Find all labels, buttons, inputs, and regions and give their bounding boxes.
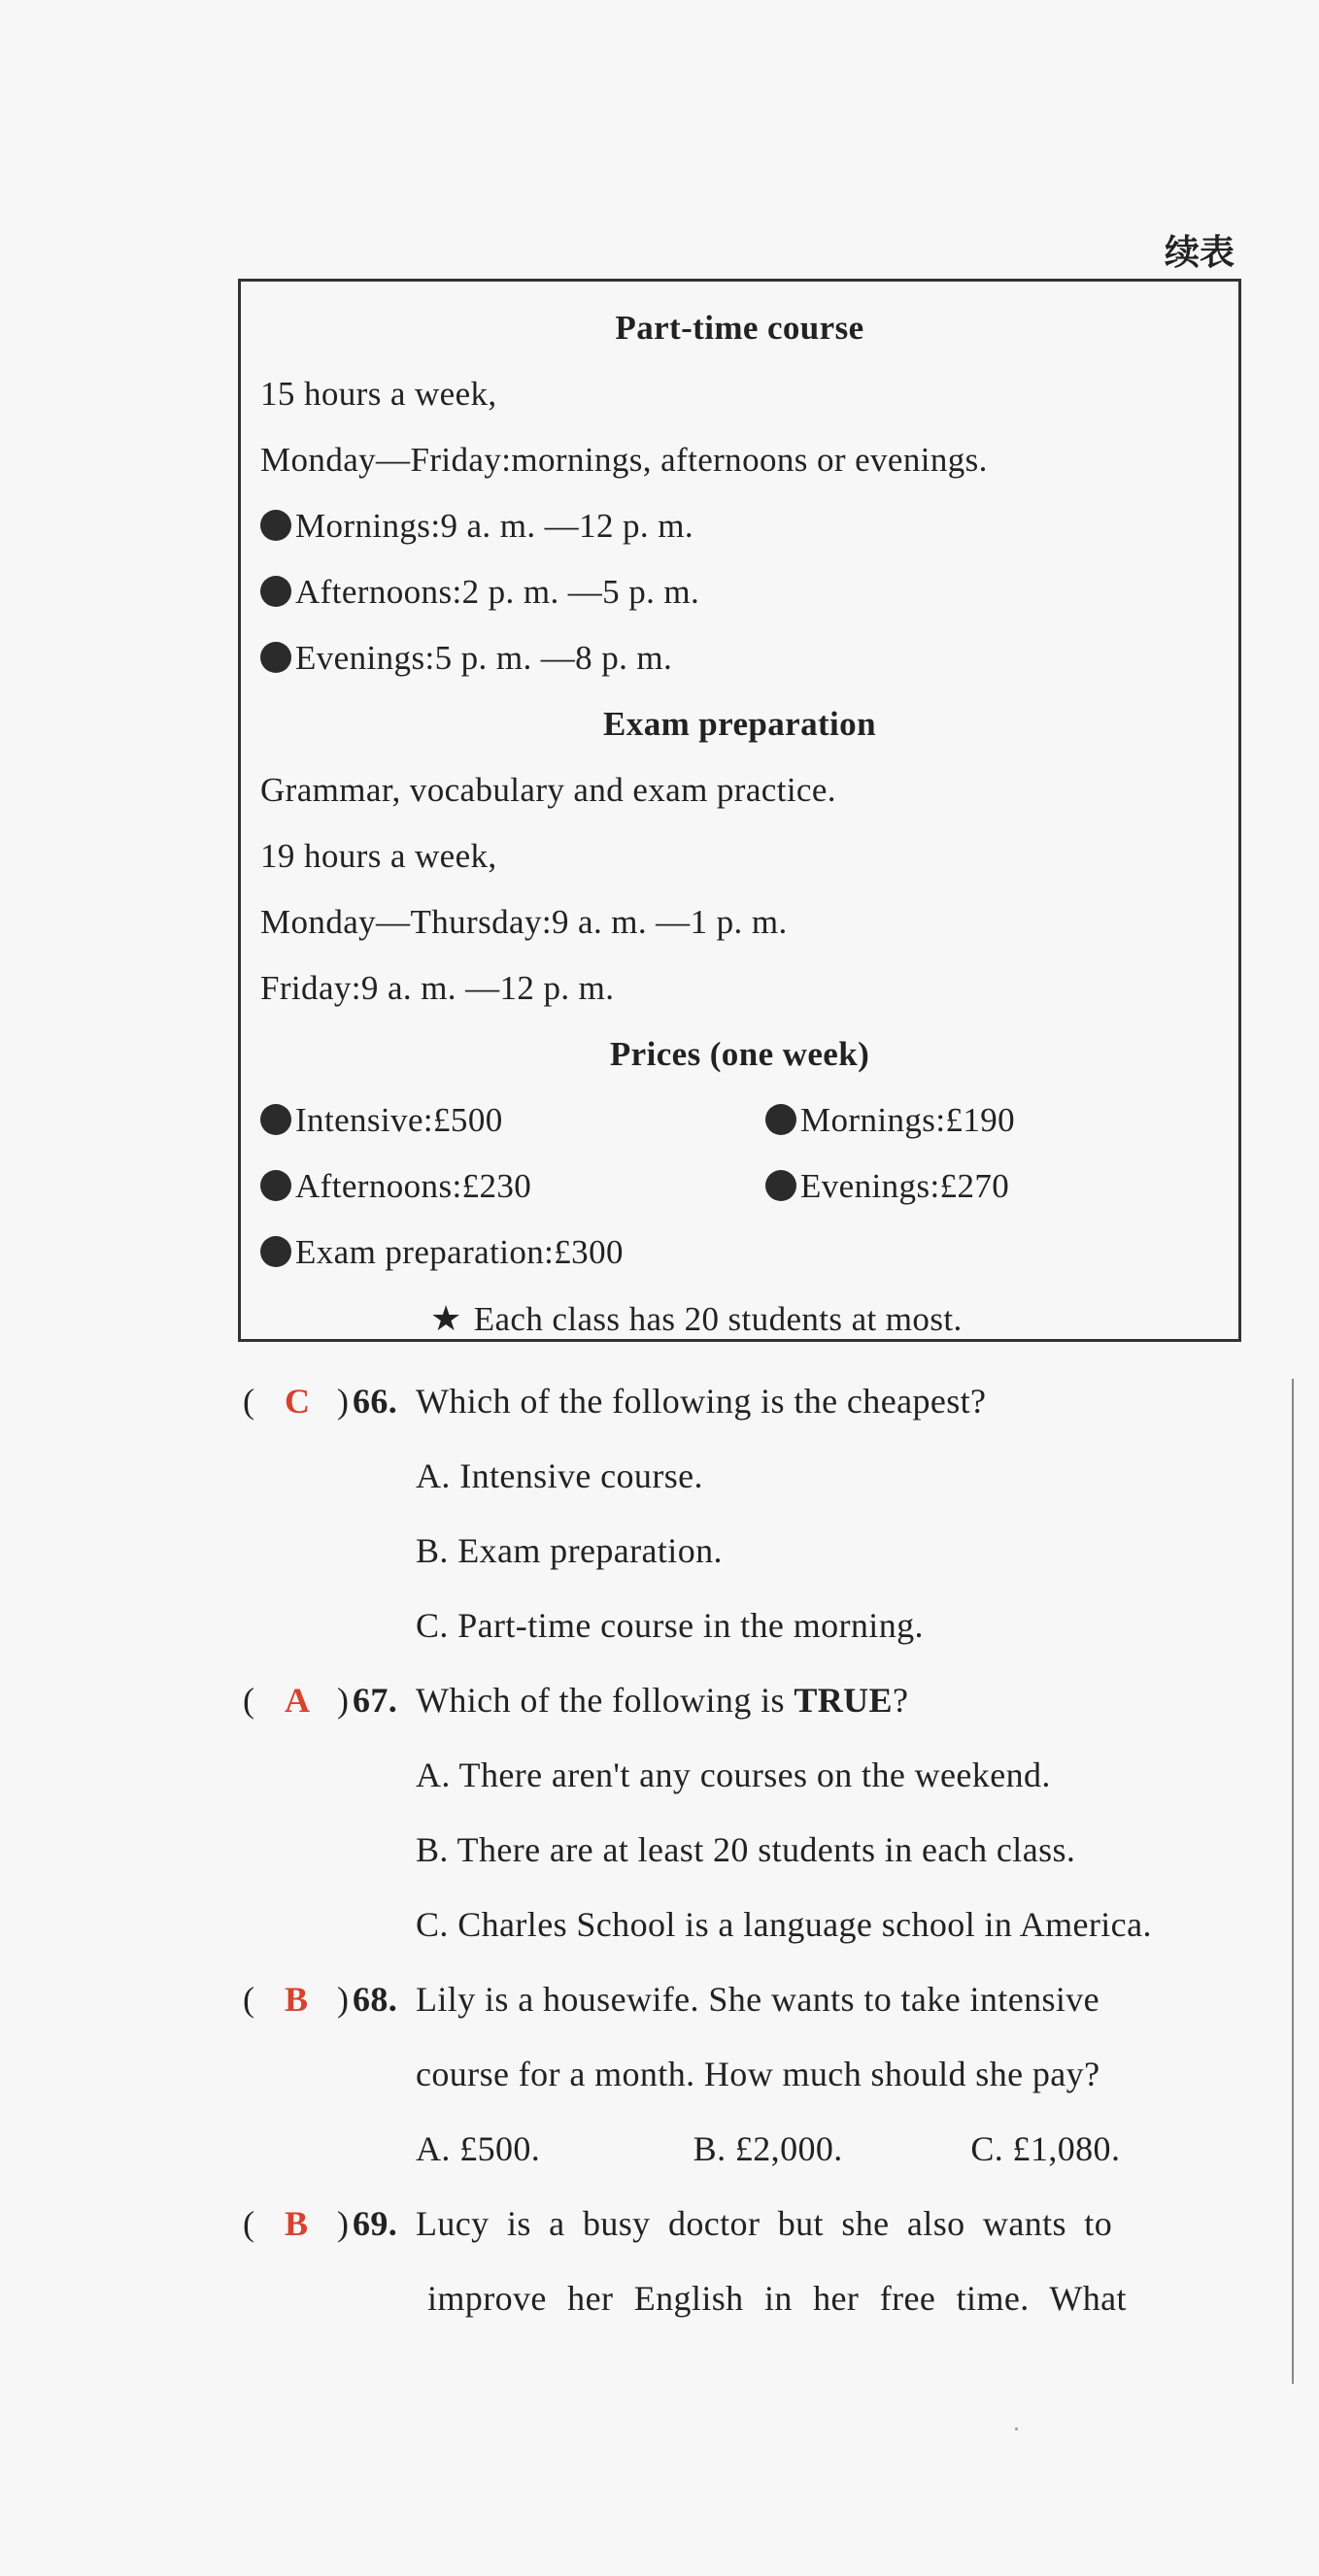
question-text: Lily is a housewife. She wants to take intensive	[416, 1980, 1100, 2019]
question-text-before: Which of the following is	[416, 1681, 795, 1720]
question-number: 68.	[353, 1980, 398, 2019]
option-a: A. Intensive course.	[416, 1456, 703, 1495]
price-afternoons-text: Afternoons:£230	[295, 1167, 532, 1205]
paren-open: (	[243, 2204, 255, 2243]
price-mornings-text: Mornings:£190	[800, 1101, 1016, 1139]
exam-desc: Grammar, vocabulary and exam practice.	[260, 771, 836, 809]
bullet-icon	[260, 576, 291, 607]
bullet-icon	[260, 510, 291, 541]
question-text-continued: improve her English in her free time. What	[427, 2279, 1127, 2318]
paren-open: (	[243, 1681, 255, 1720]
exam-hours: 19 hours a week,	[260, 837, 497, 875]
paren-close: )	[337, 1980, 350, 2019]
price-evenings-text: Evenings:£270	[800, 1167, 1010, 1205]
bullet-icon	[765, 1104, 796, 1135]
paren-open: (	[243, 1382, 255, 1421]
part-time-days: Monday—Friday:mornings, afternoons or evenings.	[260, 441, 988, 479]
bullet-icon	[260, 642, 291, 673]
prices-row-2	[260, 1154, 1238, 1220]
question-69	[238, 2187, 1248, 2336]
exam-title: Exam preparation	[603, 705, 876, 743]
price-intensive-text: Intensive:£500	[295, 1101, 503, 1139]
class-note-text: Each class has 20 students at most.	[473, 1300, 963, 1338]
price-exam	[260, 1220, 1238, 1286]
afternoons-text: Afternoons:2 p. m. —5 p. m.	[295, 573, 700, 611]
evenings-line	[260, 625, 1238, 691]
option-b: B. £2,000.	[693, 2129, 843, 2168]
question-number: 69.	[353, 2204, 398, 2243]
price-evenings	[765, 1154, 1009, 1220]
class-note	[260, 1286, 1238, 1352]
part-time-title: Part-time course	[615, 309, 864, 347]
option-c: C. Charles School is a language school in America.	[416, 1905, 1152, 1944]
question-number: 67.	[353, 1681, 398, 1720]
option-a: A. There aren't any courses on the weekend.	[416, 1756, 1051, 1794]
question-text: Lucy is a busy doctor but she also wants to	[416, 2204, 1113, 2243]
question-66	[238, 1364, 1248, 1663]
option-c: C. £1,080.	[970, 2129, 1121, 2168]
price-afternoons	[260, 1154, 765, 1220]
mornings-text: Mornings:9 a. m. —12 p. m.	[295, 507, 693, 545]
answer-mark: C	[285, 1382, 311, 1421]
question-text: Which of the following is the cheapest?	[416, 1382, 987, 1421]
question-text	[416, 1663, 908, 1738]
question-number: 66.	[353, 1382, 398, 1421]
paren-close: )	[337, 1382, 350, 1421]
continued-label: 续表	[1164, 233, 1234, 273]
bullet-icon	[765, 1170, 796, 1201]
answer-mark: A	[285, 1681, 311, 1720]
mornings-line	[260, 493, 1238, 559]
question-stem	[238, 2187, 1248, 2261]
afternoons-line	[260, 559, 1238, 625]
option-c: C. Part-time course in the morning.	[416, 1606, 924, 1645]
price-exam-text: Exam preparation:£300	[295, 1233, 624, 1271]
evenings-text: Evenings:5 p. m. —8 p. m.	[295, 639, 673, 677]
exam-mon-thu: Monday—Thursday:9 a. m. —1 p. m.	[260, 903, 788, 941]
question-text-bold: TRUE	[794, 1681, 893, 1720]
bullet-icon	[260, 1170, 291, 1201]
price-mornings	[765, 1087, 1015, 1154]
answer-mark: B	[285, 1980, 309, 2019]
prices-title: Prices (one week)	[609, 1035, 870, 1073]
bullet-icon	[260, 1236, 291, 1267]
exam-fri: Friday:9 a. m. —12 p. m.	[260, 969, 615, 1007]
page-margin-line	[1292, 1379, 1294, 2384]
option-a: A. £500.	[416, 2129, 541, 2168]
question-67	[238, 1663, 1248, 1962]
question-stem	[238, 1364, 1248, 1439]
question-stem	[238, 1962, 1248, 2037]
options-row	[238, 2112, 1248, 2187]
scan-speck	[1015, 2427, 1018, 2430]
paren-close: )	[337, 2204, 350, 2243]
bullet-icon	[260, 1104, 291, 1135]
question-text-after: ?	[892, 1681, 909, 1720]
option-b: B. There are at least 20 students in each class.	[416, 1830, 1076, 1869]
answer-mark: B	[285, 2204, 309, 2243]
paren-close: )	[337, 1681, 350, 1720]
price-intensive	[260, 1087, 765, 1154]
star-icon: ★	[430, 1299, 462, 1338]
prices-row-1	[260, 1087, 1238, 1154]
question-68	[238, 1962, 1248, 2187]
course-info-box	[238, 279, 1241, 1342]
question-text-continued: course for a month. How much should she pay?	[416, 2055, 1100, 2093]
part-time-hours: 15 hours a week,	[260, 375, 497, 413]
paren-open: (	[243, 1980, 255, 2019]
option-b: B. Exam preparation.	[416, 1531, 723, 1570]
question-stem	[238, 1663, 1248, 1738]
